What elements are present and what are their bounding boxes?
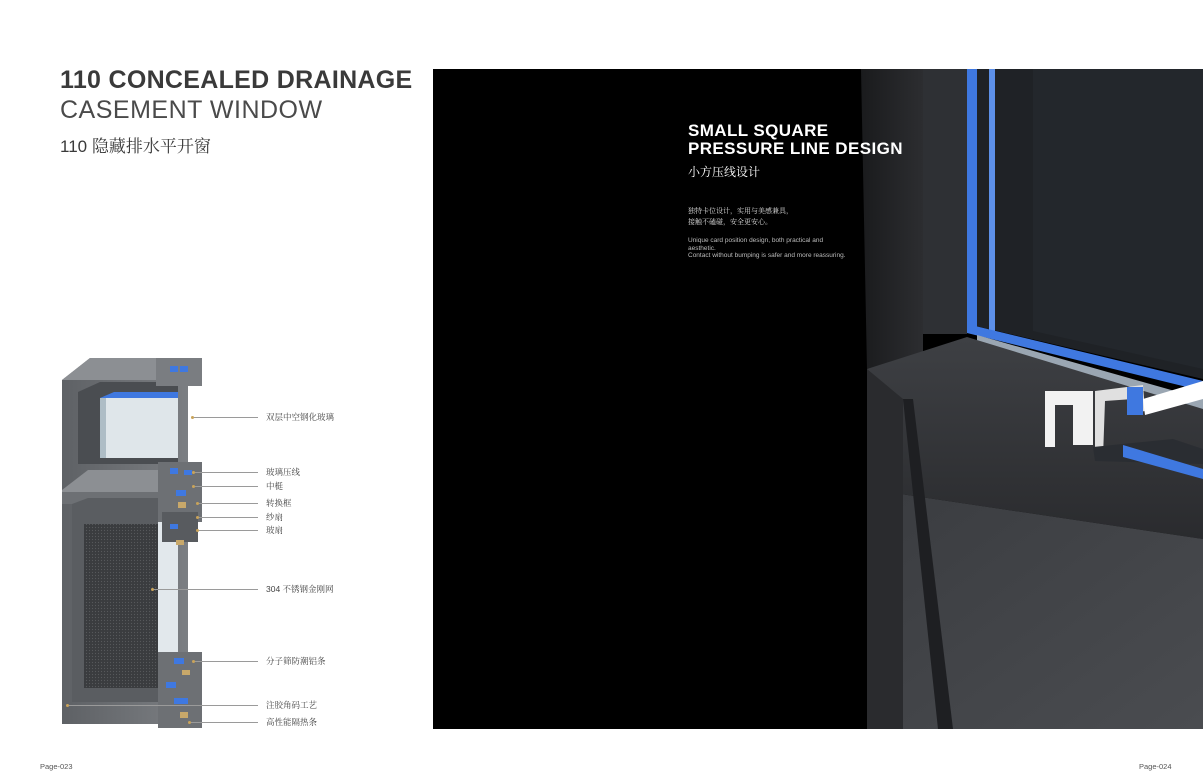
callout-label-10: 高性能隔热条	[266, 717, 318, 727]
callout-line-5	[199, 517, 258, 518]
callout-line-3	[195, 486, 258, 487]
feature-title-line-1: SMALL SQUARE	[688, 121, 829, 140]
callout-label-3: 中梃	[266, 481, 284, 491]
callout-line-7	[154, 589, 258, 590]
callout-line-8	[195, 661, 258, 662]
feature-description-chinese-line-2: 接触不磕碰，安全更安心。	[688, 219, 772, 226]
feature-description-english-line-2: Contact without bumping is safer and more reassuring.	[688, 252, 846, 260]
callout-label-5: 纱扇	[266, 512, 284, 522]
callout-line-6	[199, 530, 258, 531]
callout-label-4: 转换框	[266, 498, 292, 508]
callout-label-8: 分子筛防潮铝条	[266, 656, 326, 666]
feature-title	[688, 122, 903, 158]
feature-description-chinese	[688, 206, 793, 228]
callout-line-10	[191, 722, 258, 723]
callout-label-1: 双层中空钢化玻璃	[266, 412, 335, 422]
product-photo-drawing	[433, 69, 1203, 729]
title-line-2: CASEMENT WINDOW	[60, 96, 323, 124]
feature-description-chinese-line-1: 独特卡位设计，实用与美感兼具，	[688, 208, 793, 215]
window-section-drawing	[58, 352, 208, 732]
window-section-illustration	[58, 352, 208, 732]
page-number-left: Page-023	[40, 762, 73, 771]
product-photo-panel	[433, 69, 1203, 729]
title-chinese: 110 隐藏排水平开窗	[60, 137, 211, 156]
feature-title-chinese: 小方压线设计	[688, 165, 761, 179]
callout-line-4	[199, 503, 258, 504]
feature-title-line-2: PRESSURE LINE DESIGN	[688, 139, 903, 158]
callout-label-9: 注胶角码工艺	[266, 700, 318, 710]
feature-description-english-line-1: Unique card position design, both practical and aesthetic.	[688, 237, 824, 252]
callout-label-6: 玻扇	[266, 525, 284, 535]
callout-line-9	[69, 705, 258, 706]
page-number-right: Page-024	[1139, 762, 1172, 771]
callout-label-7: 304 不锈钢金刚网	[266, 584, 334, 594]
feature-description-english	[688, 237, 848, 260]
callout-line-2	[195, 472, 258, 473]
callout-line-1	[194, 417, 258, 418]
callout-label-2: 玻璃压线	[266, 467, 301, 477]
title-line-1: 110 CONCEALED DRAINAGE	[60, 66, 413, 94]
